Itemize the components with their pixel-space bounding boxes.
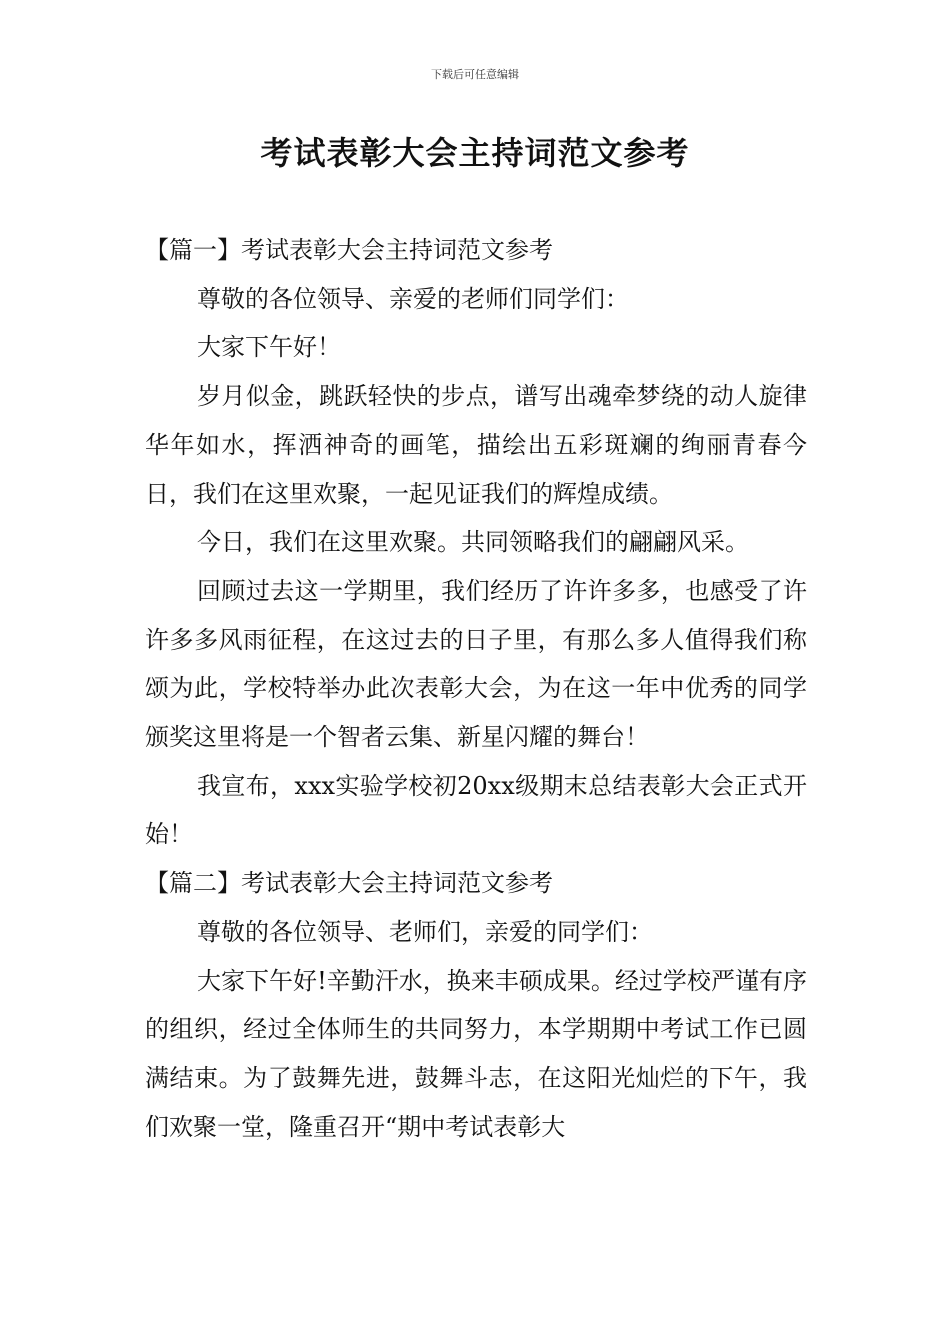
header-note: 下载后可任意编辑 <box>431 68 519 81</box>
salutation: 尊敬的各位领导、老师们，亲爱的同学们： <box>197 917 653 946</box>
document-title: 考试表彰大会主持词范文参考 <box>260 134 690 172</box>
paragraph: 岁月似金，跳跃轻快的步点，谱写出魂牵梦绕的动人旋律华年如水，挥洒神奇的画笔，描绘出五彩斑斓的绚丽青春今日，我们在这里欢聚，一起见证我们的辉煌成绩。 <box>145 382 807 508</box>
paragraph: 我宣布，xxx实验学校初20xx级期末总结表彰大会正式开始！ <box>145 771 807 849</box>
greeting: 大家下午好！ <box>197 333 341 362</box>
paragraph: 大家下午好!辛勤汗水，换来丰硕成果。经过学校严谨有序的组织，经过全体师生的共同努力，本学期期中考试工作已圆满结束。为了鼓舞先进，鼓舞斗志，在这阳光灿烂的下午，我们欢聚一堂，隆重召开“期中考试表彰大 <box>145 966 807 1141</box>
section-heading-2: 【篇二】考试表彰大会主持词范文参考 <box>145 869 553 898</box>
paragraph: 回顾过去这一学期里，我们经历了许许多多，也感受了许许多多风雨征程，在这过去的日子里，有那么多人值得我们称颂为此，学校特举办此次表彰大会，为在这一年中优秀的同学颁奖这里将是一个智者云集、新星闪耀的舞台！ <box>145 576 807 752</box>
salutation: 尊敬的各位领导、亲爱的老师们同学们： <box>197 284 629 313</box>
document-body <box>145 226 807 1151</box>
paragraph: 今日，我们在这里欢聚。共同领略我们的翩翩风采。 <box>197 528 749 557</box>
section-heading-1: 【篇一】考试表彰大会主持词范文参考 <box>145 236 553 264</box>
